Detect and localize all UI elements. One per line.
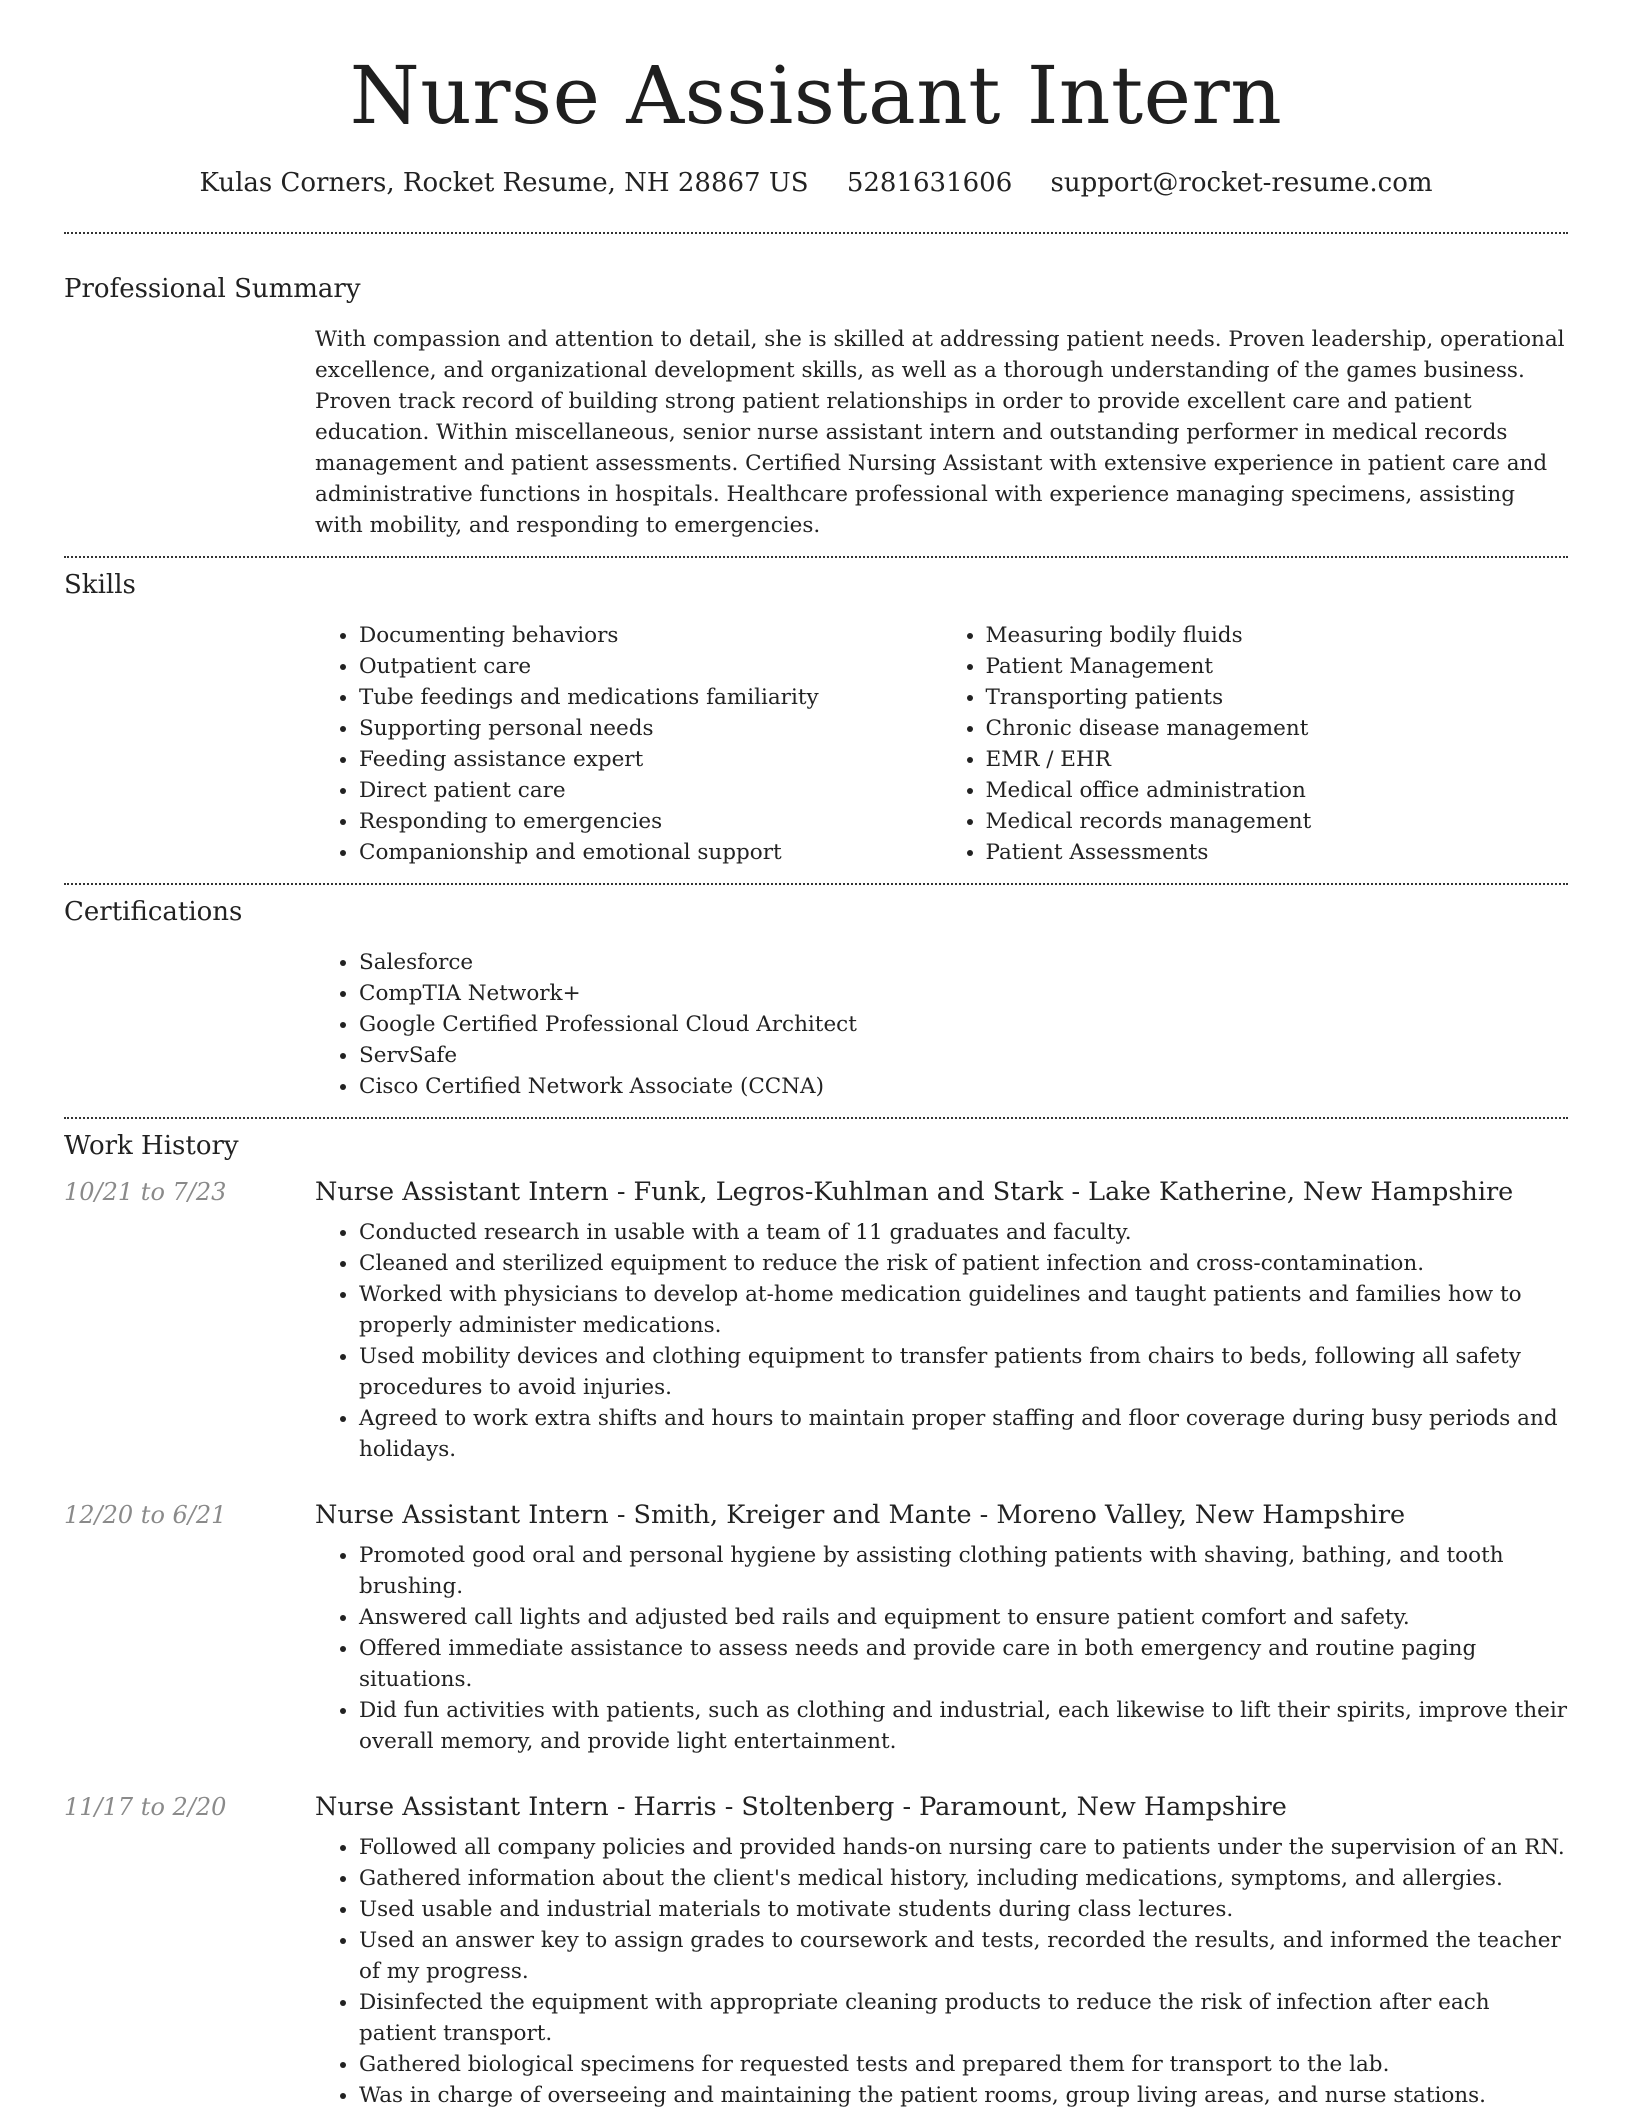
job-entry [64, 1177, 1568, 1465]
skills-section [64, 570, 1568, 868]
list-item: • Agreed to work extra shifts and hours to maintain proper staffing and floor coverage during busy periods and holidays. [359, 1403, 1568, 1465]
list-item: • ServSafe [359, 1040, 1568, 1071]
list-item: • Answered call lights and adjusted bed rails and equipment to ensure patient comfort and safety. [359, 1602, 1568, 1633]
list-item: • EMR / EHR [986, 744, 1569, 775]
job-bullets [315, 1832, 1568, 2111]
job-dates: 11/17 to 2/20 [64, 1793, 227, 1821]
skills-list-left [315, 620, 942, 868]
list-item: • Cleaned and sterilized equipment to reduce the risk of patient infection and cross-contamination. [359, 1248, 1568, 1279]
email: support@rocket-resume.com [1050, 168, 1433, 198]
list-item: • Followed all company policies and provided hands-on nursing care to patients under the supervision of an RN. [359, 1832, 1568, 1863]
job-entry [64, 1792, 1568, 2111]
list-item: • Patient Management [986, 651, 1569, 682]
list-item: • Tube feedings and medications familiarity [359, 682, 942, 713]
list-item: • Medical records management [986, 806, 1569, 837]
job-dates: 12/20 to 6/21 [64, 1501, 227, 1529]
list-item: • Was in charge of overseeing and maintaining the patient rooms, group living areas, and nurse stations. [359, 2080, 1568, 2111]
list-item: • Feeding assistance expert [359, 744, 942, 775]
job-header [64, 1177, 1568, 1207]
certifications-body [315, 947, 1568, 1102]
section-title-skills: Skills [64, 570, 136, 600]
list-item: • Salesforce [359, 947, 1568, 978]
list-item: • Companionship and emotional support [359, 837, 942, 868]
list-item: • Transporting patients [986, 682, 1569, 713]
divider [64, 232, 1568, 234]
job-title: Nurse Assistant Intern - Smith, Kreiger and Mante - Moreno Valley, New Hampshire [315, 1500, 1406, 1530]
list-item: • Cisco Certified Network Associate (CCNA) [359, 1071, 1568, 1102]
section-title-summary: Professional Summary [64, 274, 361, 304]
list-item: • Gathered information about the client's medical history, including medications, symptoms, and allergies. [359, 1863, 1568, 1894]
list-item: • Used mobility devices and clothing equipment to transfer patients from chairs to beds, following all safety procedures to avoid injuries. [359, 1341, 1568, 1403]
list-item: • Outpatient care [359, 651, 942, 682]
list-item: • Gathered biological specimens for requested tests and prepared them for transport to the lab. [359, 2049, 1568, 2080]
skills-grid [315, 620, 1568, 868]
list-item: • Used an answer key to assign grades to coursework and tests, recorded the results, and informed the teacher of my progress. [359, 1925, 1568, 1987]
divider [64, 1117, 1568, 1119]
divider [64, 556, 1568, 558]
job-bullets [315, 1217, 1568, 1465]
job-entry [64, 1500, 1568, 1757]
job-header [64, 1792, 1568, 1822]
job-title: Nurse Assistant Intern - Funk, Legros-Kuhlman and Stark - Lake Katherine, New Hampshire [315, 1177, 1514, 1207]
job-bullet-list [315, 1540, 1568, 1757]
list-item: • Chronic disease management [986, 713, 1569, 744]
list-item: • Measuring bodily fluids [986, 620, 1569, 651]
list-item: • CompTIA Network+ [359, 978, 1568, 1009]
list-item: • Documenting behaviors [359, 620, 942, 651]
section-title-work-history: Work History [64, 1131, 239, 1161]
list-item: • Patient Assessments [986, 837, 1569, 868]
summary-section [64, 274, 1568, 541]
candidate-name: Nurse Assistant Intern [349, 49, 1283, 142]
job-bullets [315, 1540, 1568, 1757]
work-history-section [64, 1131, 1568, 2111]
list-item: • Supporting personal needs [359, 713, 942, 744]
job-dates: 10/21 to 7/23 [64, 1178, 227, 1206]
contact-line [64, 168, 1568, 198]
divider [64, 883, 1568, 885]
summary-text: With compassion and attention to detail, she is skilled at addressing patient needs. Proven leadership, operational excellence, and organizational development skills, as well as a thorough understanding of the games business. Proven track record of building strong patient relationships in order to provide excellent care and patient education. Within miscellaneous, senior nurse assistant intern and outstanding performer in medical records management and patient assessments. Certified Nursing Assistant with extensive experience in patient care and administrative functions in hospitals. Healthcare professional with experience managing specimens, assisting with mobility, and responding to emergencies. [315, 327, 1565, 538]
list-item: • Conducted research in usable with a team of 11 graduates and faculty. [359, 1217, 1568, 1248]
certifications-section [64, 897, 1568, 1102]
job-bullet-list [315, 1217, 1568, 1465]
job-header [64, 1500, 1568, 1530]
list-item: • Promoted good oral and personal hygiene by assisting clothing patients with shaving, bathing, and tooth brushing. [359, 1540, 1568, 1602]
list-item: • Direct patient care [359, 775, 942, 806]
list-item: • Medical office administration [986, 775, 1569, 806]
job-title: Nurse Assistant Intern - Harris - Stoltenberg - Paramount, New Hampshire [315, 1792, 1287, 1822]
list-item: • Responding to emergencies [359, 806, 942, 837]
skills-list-right [942, 620, 1569, 868]
phone: 5281631606 [846, 168, 1013, 198]
certifications-list [315, 947, 1568, 1102]
list-item: • Google Certified Professional Cloud Architect [359, 1009, 1568, 1040]
section-title-certifications: Certifications [64, 897, 243, 927]
list-item: • Did fun activities with patients, such as clothing and industrial, each likewise to lift their spirits, improve their overall memory, and provide light entertainment. [359, 1695, 1568, 1757]
list-item: • Offered immediate assistance to assess needs and provide care in both emergency and routine paging situations. [359, 1633, 1568, 1695]
job-bullet-list [315, 1832, 1568, 2111]
list-item: • Worked with physicians to develop at-home medication guidelines and taught patients and families how to properly administer medications. [359, 1279, 1568, 1341]
list-item: • Used usable and industrial materials to motivate students during class lectures. [359, 1894, 1568, 1925]
address: Kulas Corners, Rocket Resume, NH 28867 US [199, 168, 809, 198]
list-item: • Disinfected the equipment with appropriate cleaning products to reduce the risk of infection after each patient transport. [359, 1987, 1568, 2049]
